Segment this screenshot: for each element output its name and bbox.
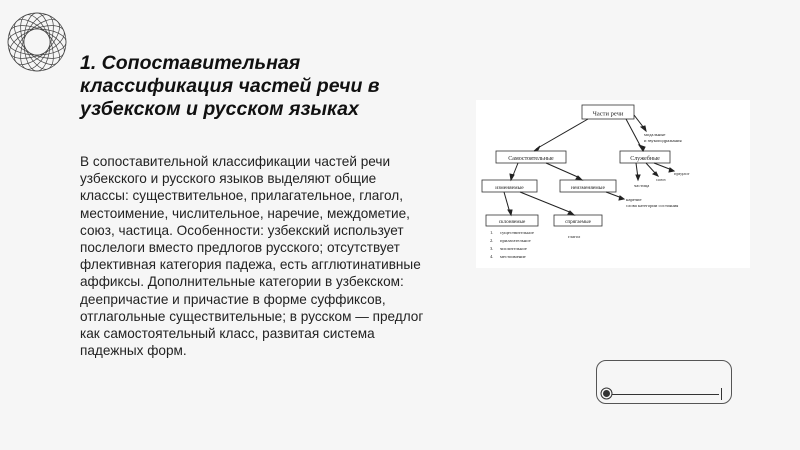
slide-body-text: В сопоставительной классификации частей речи узбекского и русского языков выделяют общие классы: существительное, прилагательное, глагол, местоимение, числительное, наречие, междометие, союз, частица. Особенности: узбекский использует послелоги вместо предлогов русского; отсутствует флективная категория падежа, есть агглютинативные аффиксы. Дополнительные категории в узбекском: деепричастие и причастие в форме суффиксов, отглагольные существительные; в русском — предлог как самостоятельный класс, развитая система падежных форм. <box>80 154 424 359</box>
slide-progress-slider[interactable] <box>596 360 732 404</box>
diagram-adverb-note-2: слова категории состояния <box>626 203 679 208</box>
diagram-adverb-note-1: наречие <box>626 197 642 202</box>
diagram-conjugating-label: спрягаемые <box>565 219 591 225</box>
slider-end-tick-icon[interactable] <box>721 388 722 400</box>
diagram-aux-item: союз <box>656 177 666 182</box>
diagram-unchangeable-label: неизменяемые <box>571 185 605 191</box>
diagram-root-label: Части речи <box>592 110 624 118</box>
diagram-changeable-label: изменяемые <box>495 185 524 191</box>
diagram-list-number: 3. <box>490 246 494 251</box>
diagram-list-item: местоимение <box>500 254 526 259</box>
slide-title: 1. Сопоставительная классификация частей речи в узбекском и русском языках <box>80 52 380 120</box>
diagram-independent-label: Самостоятельные <box>508 156 554 162</box>
diagram-list-number: 2. <box>490 238 494 243</box>
spirograph-logo-icon <box>4 2 70 82</box>
slider-start-dot-icon[interactable] <box>603 390 610 397</box>
diagram-list-item: существительное <box>500 230 534 235</box>
diagram-list-item: числительное <box>500 246 527 251</box>
diagram-side-note-2: и звукоподражания <box>644 138 682 143</box>
diagram-list-number: 1. <box>490 230 494 235</box>
diagram-list-number: 4. <box>490 254 494 259</box>
diagram-auxiliary-label: Служебные <box>630 156 660 162</box>
diagram-aux-item: предлог <box>674 171 690 176</box>
parts-of-speech-diagram <box>476 100 750 268</box>
diagram-list-item: прилагательное <box>500 238 531 243</box>
slider-track[interactable] <box>607 394 719 395</box>
diagram-inflecting-label: склоняемые <box>498 219 526 225</box>
diagram-aux-item: частица <box>634 183 650 188</box>
diagram-verb-label: глагол <box>568 234 581 239</box>
diagram-side-note-1: модальные <box>644 132 666 137</box>
